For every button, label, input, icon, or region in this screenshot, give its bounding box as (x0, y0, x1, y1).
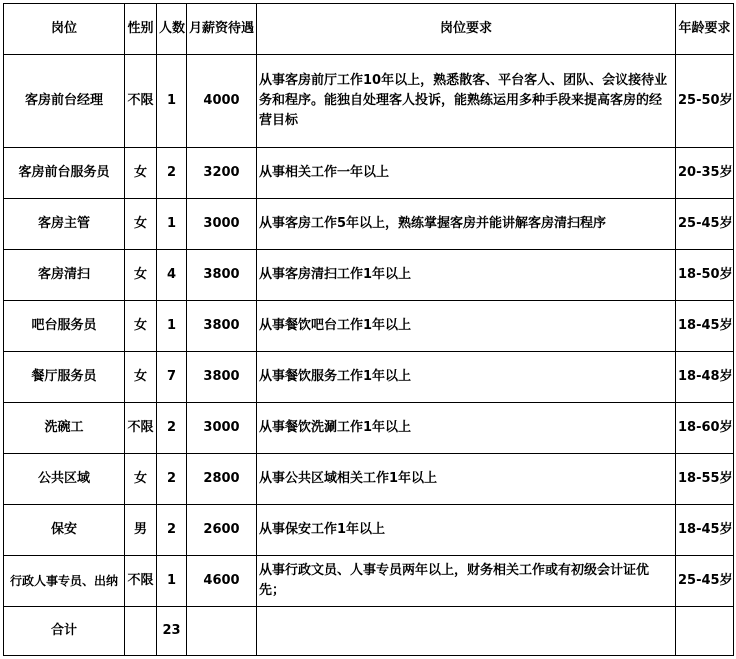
cell-requirement: 从事餐饮洗涮工作1年以上 (257, 403, 676, 454)
header-position: 岗位 (4, 4, 125, 55)
cell-salary: 3800 (187, 352, 257, 403)
cell-count: 2 (157, 403, 187, 454)
cell-gender: 不限 (125, 556, 157, 607)
cell-count: 4 (157, 250, 187, 301)
cell-count: 2 (157, 505, 187, 556)
cell-age: 18-45岁 (676, 505, 734, 556)
cell-gender: 不限 (125, 403, 157, 454)
cell-age: 25-45岁 (676, 199, 734, 250)
cell-salary: 2600 (187, 505, 257, 556)
cell-position: 吧台服务员 (4, 301, 125, 352)
total-count: 23 (157, 607, 187, 656)
table-row (4, 505, 734, 556)
cell-gender: 女 (125, 454, 157, 505)
cell-count: 2 (157, 454, 187, 505)
cell-age: 25-50岁 (676, 55, 734, 148)
table-row (4, 352, 734, 403)
cell-position: 保安 (4, 505, 125, 556)
cell-age: 18-50岁 (676, 250, 734, 301)
cell-salary: 3000 (187, 403, 257, 454)
table-row (4, 148, 734, 199)
cell-count: 1 (157, 301, 187, 352)
cell-age: 18-60岁 (676, 403, 734, 454)
cell-age: 18-48岁 (676, 352, 734, 403)
cell-requirement: 从事保安工作1年以上 (257, 505, 676, 556)
cell-requirement: 从事公共区域相关工作1年以上 (257, 454, 676, 505)
cell-salary: 3000 (187, 199, 257, 250)
cell-position: 餐厅服务员 (4, 352, 125, 403)
table-row (4, 556, 734, 607)
cell-position: 客房清扫 (4, 250, 125, 301)
empty-cell (257, 607, 676, 656)
cell-requirement: 从事餐饮吧台工作1年以上 (257, 301, 676, 352)
cell-salary: 3200 (187, 148, 257, 199)
cell-age: 18-45岁 (676, 301, 734, 352)
cell-age: 25-45岁 (676, 556, 734, 607)
header-gender: 性别 (125, 4, 157, 55)
total-label: 合计 (4, 607, 125, 656)
header-count: 人数 (157, 4, 187, 55)
cell-position: 客房主管 (4, 199, 125, 250)
cell-position: 公共区域 (4, 454, 125, 505)
cell-age: 18-55岁 (676, 454, 734, 505)
empty-cell (125, 607, 157, 656)
table-row (4, 301, 734, 352)
cell-requirement: 从事相关工作一年以上 (257, 148, 676, 199)
cell-requirement: 从事餐饮服务工作1年以上 (257, 352, 676, 403)
cell-gender: 女 (125, 199, 157, 250)
cell-count: 2 (157, 148, 187, 199)
total-row (4, 607, 734, 656)
table-row (4, 55, 734, 148)
cell-gender: 不限 (125, 55, 157, 148)
cell-gender: 女 (125, 250, 157, 301)
cell-gender: 男 (125, 505, 157, 556)
job-requirements-table (3, 3, 734, 656)
cell-gender: 女 (125, 301, 157, 352)
table-row (4, 454, 734, 505)
header-age: 年龄要求 (676, 4, 734, 55)
cell-position: 行政人事专员、出纳 (4, 556, 125, 607)
cell-salary: 4600 (187, 556, 257, 607)
cell-salary: 3800 (187, 301, 257, 352)
cell-position: 客房前台经理 (4, 55, 125, 148)
table-header-row (4, 4, 734, 55)
cell-requirement: 从事客房工作5年以上，熟练掌握客房并能讲解客房清扫程序 (257, 199, 676, 250)
header-salary: 月薪资待遇 (187, 4, 257, 55)
cell-requirement: 从事行政文员、人事专员两年以上，财务相关工作或有初级会计证优先； (257, 556, 676, 607)
table-row (4, 199, 734, 250)
cell-count: 1 (157, 55, 187, 148)
empty-cell (676, 607, 734, 656)
empty-cell (187, 607, 257, 656)
cell-position: 洗碗工 (4, 403, 125, 454)
cell-requirement: 从事客房清扫工作1年以上 (257, 250, 676, 301)
cell-gender: 女 (125, 148, 157, 199)
table-row (4, 403, 734, 454)
cell-count: 1 (157, 556, 187, 607)
cell-count: 7 (157, 352, 187, 403)
cell-salary: 4000 (187, 55, 257, 148)
table-row (4, 250, 734, 301)
cell-count: 1 (157, 199, 187, 250)
cell-salary: 3800 (187, 250, 257, 301)
cell-position: 客房前台服务员 (4, 148, 125, 199)
cell-gender: 女 (125, 352, 157, 403)
cell-salary: 2800 (187, 454, 257, 505)
header-requirement: 岗位要求 (257, 4, 676, 55)
cell-requirement: 从事客房前厅工作10年以上，熟悉散客、平台客人、团队、会议接待业务和程序。能独自处理客人投诉，能熟练运用多种手段来提高客房的经营目标 (257, 55, 676, 148)
cell-age: 20-35岁 (676, 148, 734, 199)
